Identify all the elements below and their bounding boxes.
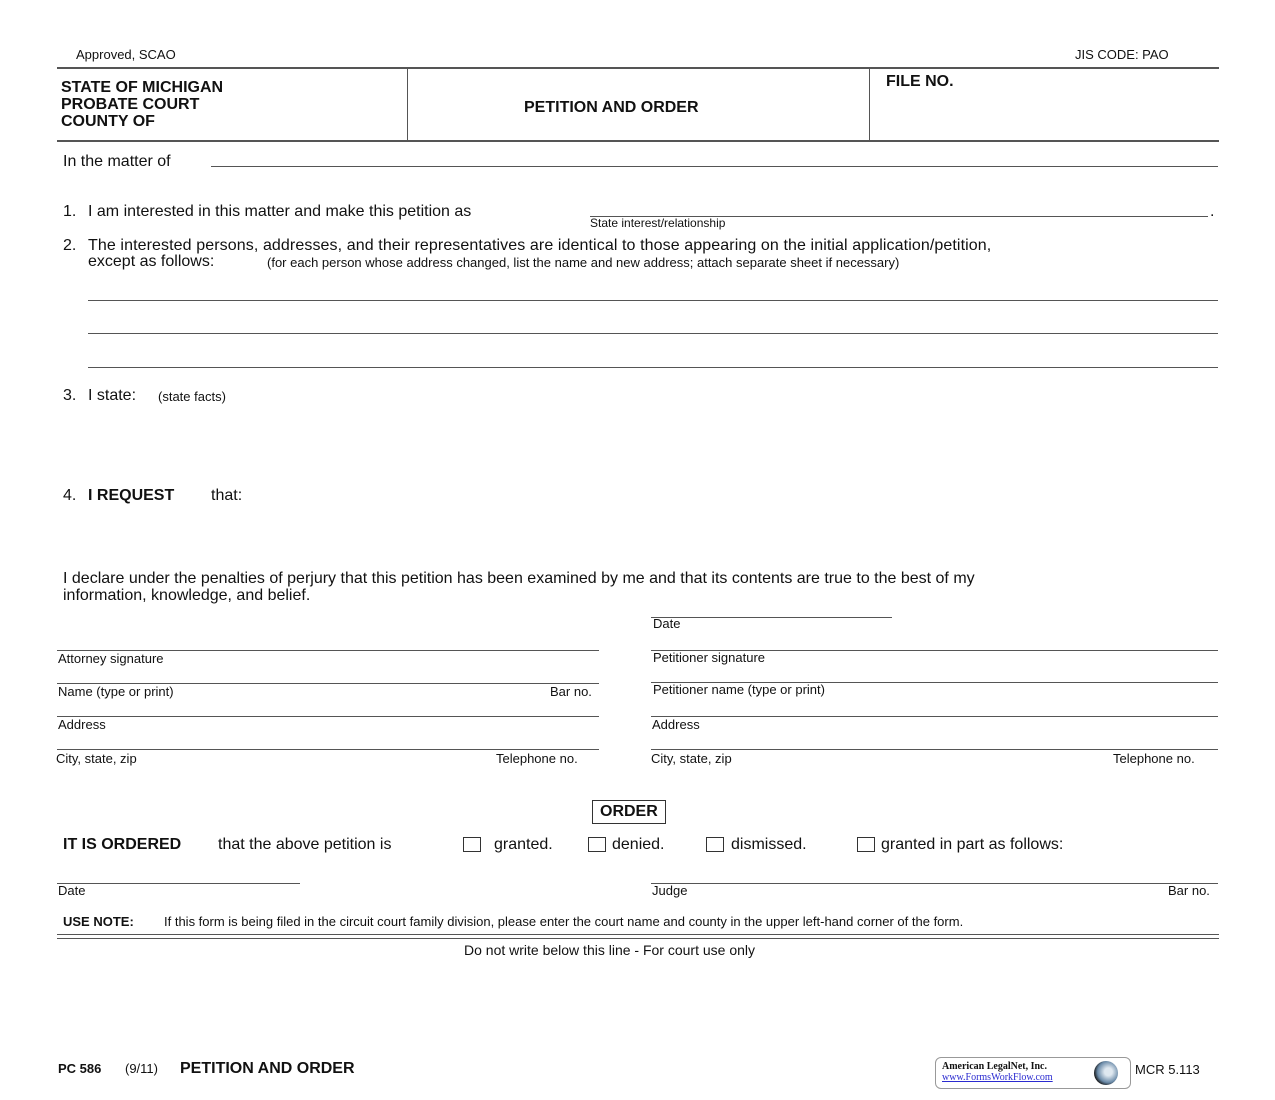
use-note-label: USE NOTE:: [63, 914, 134, 929]
petitioner-telephone-label: Telephone no.: [1113, 751, 1195, 766]
petitioner-city-label: City, state, zip: [651, 751, 732, 766]
declaration-line: information, knowledge, and belief.: [63, 587, 311, 604]
item3-note: (state facts): [158, 389, 226, 404]
divider: [57, 140, 1219, 142]
order-date-label: Date: [58, 883, 86, 898]
declaration-line: I declare under the penalties of perjury that this petition has been examined by me and that its contents are true to the best of my: [63, 570, 975, 587]
form-title: PETITION AND ORDER: [524, 99, 699, 116]
item2-note: (for each person whose address changed, list the name and new address; attach separate sheet if necessary): [267, 255, 900, 270]
attorney-name-label: Name (type or print): [58, 684, 174, 699]
matter-label: In the matter of: [63, 153, 171, 170]
ordered-bold: IT IS ORDERED: [63, 836, 182, 853]
date-label: Date: [653, 616, 681, 631]
attorney-address-field[interactable]: [57, 716, 599, 717]
court-name: [61, 79, 223, 130]
petitioner-signature-label: Petitioner signature: [653, 650, 766, 665]
use-note-text: If this form is being filed in the circuit court family division, please enter the court name and county in the upper left-hand corner of the form.: [164, 914, 964, 929]
item3-text: I state:: [88, 387, 137, 404]
item3-number: 3.: [63, 387, 77, 404]
divider: [57, 938, 1219, 939]
petitioner-address-field[interactable]: [651, 716, 1218, 717]
mcr-reference: MCR 5.113: [1135, 1062, 1200, 1077]
denied-checkbox[interactable]: [588, 837, 606, 852]
address-line[interactable]: [88, 300, 1218, 301]
item4-number: 4.: [63, 487, 77, 504]
granted-checkbox[interactable]: [463, 837, 481, 852]
item1-period: .: [1210, 203, 1215, 220]
form-revision: (9/11): [125, 1061, 158, 1076]
court-line: STATE OF MICHIGAN: [61, 79, 224, 96]
address-line[interactable]: [88, 367, 1218, 368]
attorney-telephone-label: Telephone no.: [496, 751, 578, 766]
order-heading: ORDER: [592, 800, 666, 824]
date-field[interactable]: [651, 617, 892, 618]
item2-text2: except as follows:: [88, 253, 215, 270]
ordered-text: that the above petition is: [218, 836, 392, 853]
interest-caption: State interest/relationship: [590, 216, 726, 230]
petitioner-name-label: Petitioner name (type or print): [653, 682, 825, 697]
dismissed-checkbox[interactable]: [706, 837, 724, 852]
court-line: COUNTY OF: [61, 113, 155, 130]
matter-field[interactable]: [211, 166, 1218, 167]
granted-label: granted.: [494, 836, 553, 853]
item4-text: that:: [211, 487, 243, 504]
attorney-city-label: City, state, zip: [56, 751, 137, 766]
divider: [57, 934, 1219, 935]
judge-bar-no-label: Bar no.: [1168, 883, 1210, 898]
item1-number: 1.: [63, 203, 77, 220]
divider: [407, 68, 408, 140]
legalnet-logo[interactable]: [935, 1057, 1131, 1089]
footer-title: PETITION AND ORDER: [180, 1060, 355, 1077]
judge-field[interactable]: [651, 883, 1218, 884]
court-use-label: Do not write below this line - For court use only: [464, 942, 756, 958]
granted-in-part-label: granted in part as follows:: [881, 836, 1064, 853]
petitioner-address-label: Address: [652, 717, 700, 732]
order-date-field[interactable]: [57, 883, 300, 884]
logo-url[interactable]: www.FormsWorkFlow.com: [942, 1072, 1053, 1083]
item4-bold: I REQUEST: [88, 487, 175, 504]
globe-icon: [1094, 1061, 1118, 1085]
approved-label: Approved, SCAO: [76, 47, 176, 62]
divider: [869, 68, 870, 140]
divider: [57, 67, 1219, 69]
judge-label: Judge: [652, 883, 688, 898]
form-number: PC 586: [58, 1061, 102, 1076]
granted-in-part-checkbox[interactable]: [857, 837, 875, 852]
declaration: [63, 570, 975, 604]
address-line[interactable]: [88, 333, 1218, 334]
dismissed-label: dismissed.: [731, 836, 807, 853]
item2-number: 2.: [63, 237, 77, 254]
file-no-label: FILE NO.: [886, 73, 954, 90]
denied-label: denied.: [612, 836, 665, 853]
bar-no-label: Bar no.: [550, 684, 592, 699]
attorney-address-label: Address: [58, 717, 106, 732]
logo-name: American LegalNet, Inc.: [942, 1061, 1047, 1072]
attorney-signature-label: Attorney signature: [58, 651, 164, 666]
item1-text: I am interested in this matter and make this petition as: [88, 203, 472, 220]
court-line: PROBATE COURT: [61, 96, 200, 113]
attorney-city-field[interactable]: [57, 749, 599, 750]
petitioner-city-field[interactable]: [651, 749, 1218, 750]
item2-text: The interested persons, addresses, and their representatives are identical to those appearing on the initial application/petition,: [88, 237, 992, 254]
jis-code: JIS CODE: PAO: [1075, 47, 1169, 62]
